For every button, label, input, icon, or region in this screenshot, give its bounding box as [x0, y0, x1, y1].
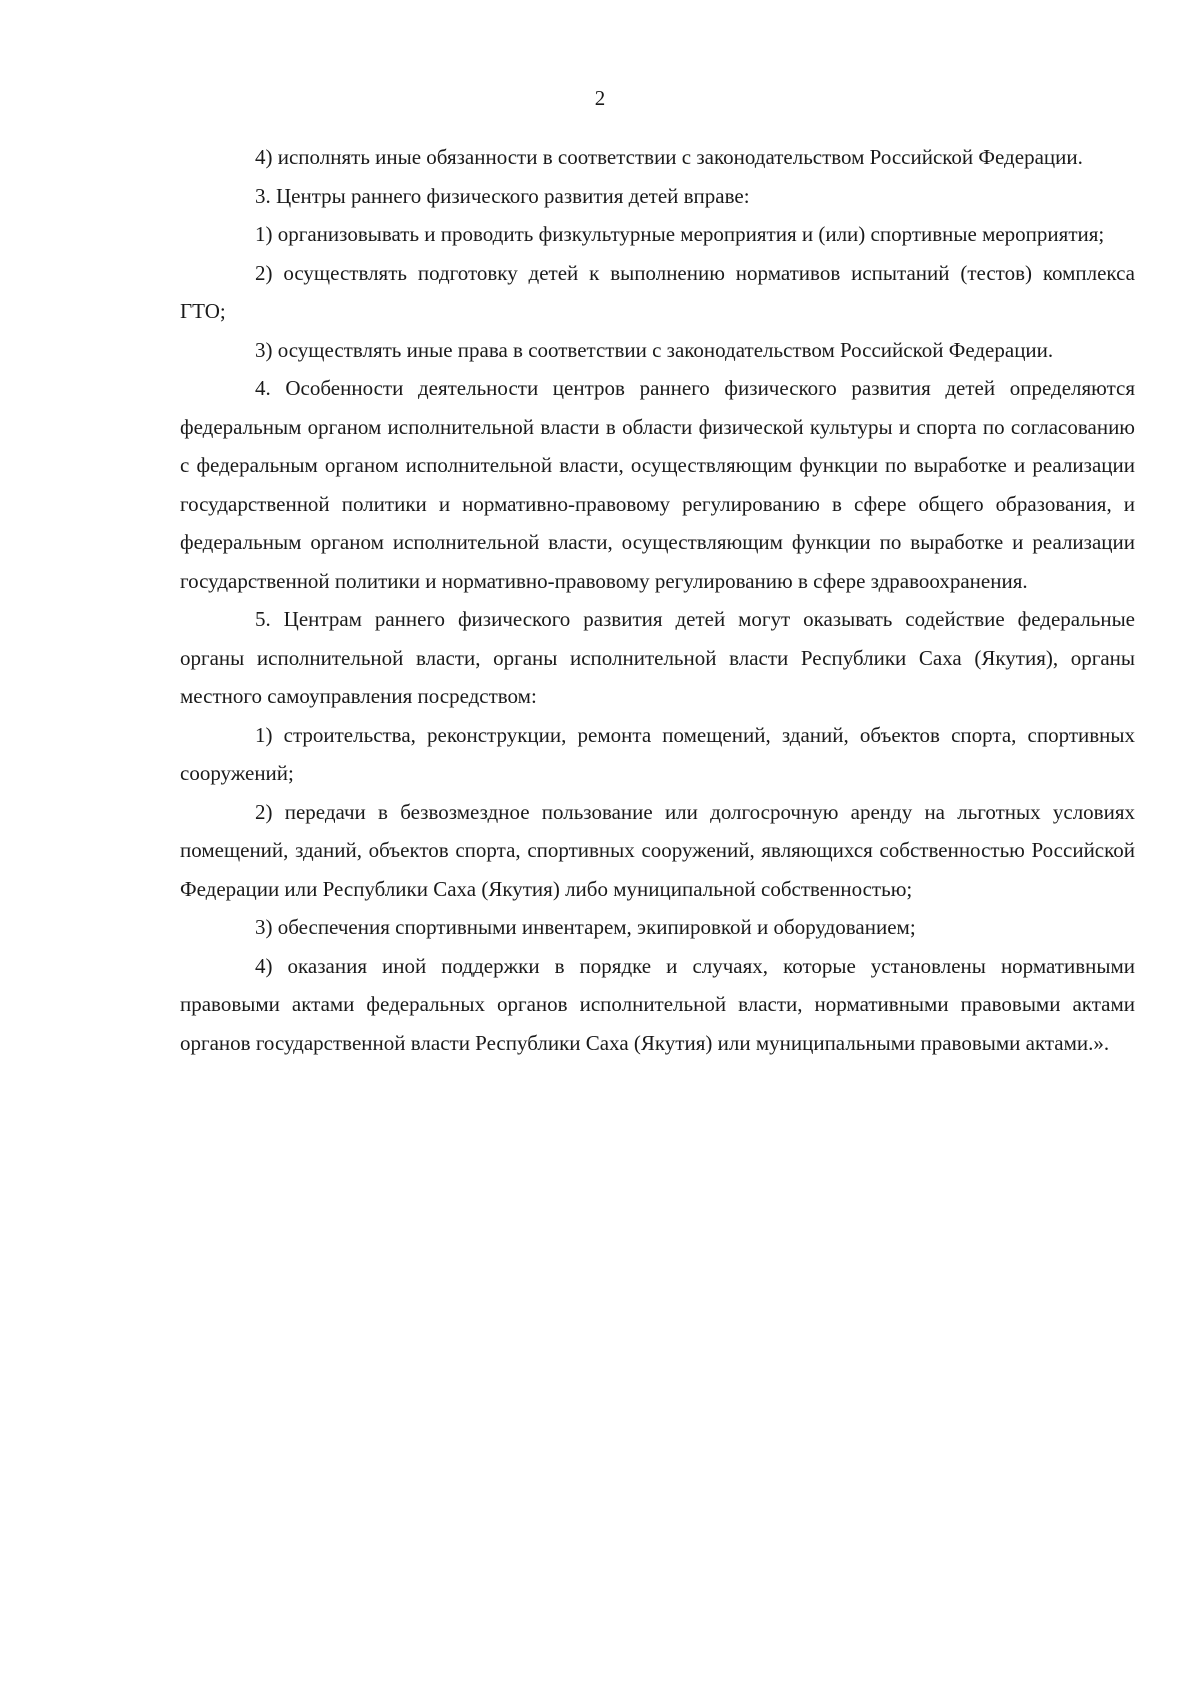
paragraph-right-3: 3) осуществлять иные права в соответствии с законодательством Российской Федерации. — [255, 337, 1054, 362]
paragraph-section-4: 4. Особенности деятельности центров раннего физического развития детей определяются федеральным органом исполнительной власти в области физической культуры и спорта по согласованию с федеральным органом исполнительной власти, осуществляющим функции по выработке и реализации государственной политики и нормативно-правовому регулированию в сфере общего образования, и федеральным органом исполнительной власти, осуществляющим функции по выработке и реализации государственной политики и нормативно-правовому регулированию в сфере здравоохранения. — [180, 376, 1135, 593]
page-number: 2 — [594, 86, 606, 110]
paragraph-section-5: 5. Центрам раннего физического развития детей могут оказывать содействие федеральные органы исполнительной власти, органы исполнительной власти Республики Саха (Якутия), органы местного самоуправления посредством: — [180, 607, 1135, 708]
paragraph-support-3: 3) обеспечения спортивными инвентарем, экипировкой и оборудованием; — [255, 915, 916, 939]
paragraph-support-2: 2) передачи в безвозмездное пользование или долгосрочную аренду на льготных условиях помещений, зданий, объектов спорта, спортивных сооружений, являющихся собственностью Российской Федерации или Республики Саха (Якутия) либо муниципальной собственностью; — [180, 799, 1135, 901]
paragraph-support-4: 4) оказания иной поддержки в порядке и случаях, которые установлены нормативными правовыми актами федеральных органов исполнительной власти, нормативными правовыми актами органов государственной власти Республики Саха (Якутия) или муниципальными правовыми актами.». — [180, 953, 1135, 1055]
document-body — [180, 138, 1135, 1062]
paragraph-right-2: 2) осуществлять подготовку детей к выполнению нормативов испытаний (тестов) комплекса ГТО; — [180, 260, 1135, 323]
paragraph-duty-4: 4) исполнять иные обязанности в соответствии с законодательством Российской Федерации. — [255, 145, 1083, 169]
paragraph-rights-heading: 3. Центры раннего физического развития детей вправе: — [255, 183, 750, 208]
paragraph-right-1: 1) организовывать и проводить физкультурные мероприятия и (или) спортивные мероприятия; — [255, 222, 1105, 246]
paragraph-support-1: 1) строительства, реконструкции, ремонта помещений, зданий, объектов спорта, спортивных сооружений; — [180, 722, 1135, 785]
